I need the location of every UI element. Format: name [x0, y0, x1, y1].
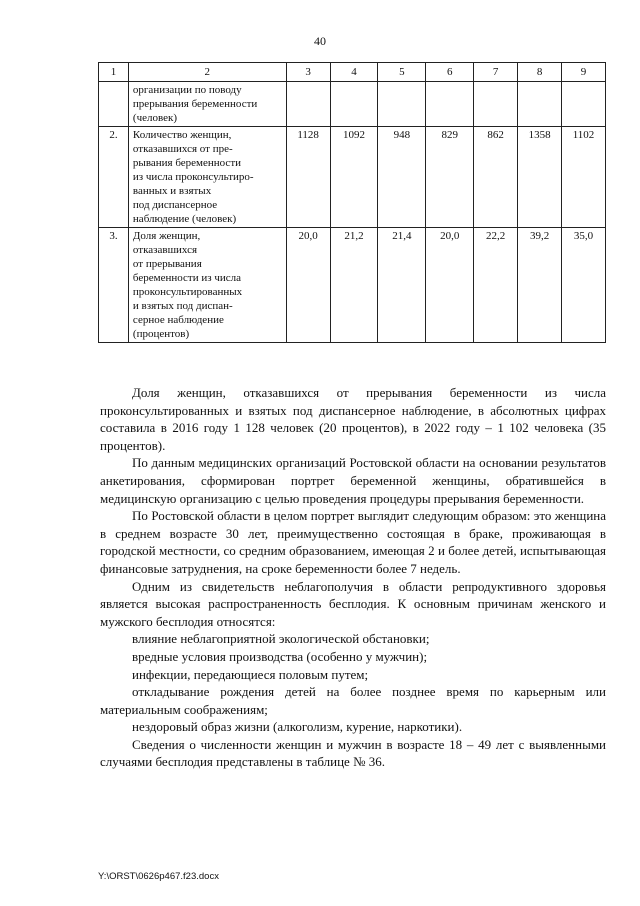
header-cell: 9	[562, 63, 606, 82]
paragraph: Сведения о численности женщин и мужчин в возрасте 18 – 49 лет с выявленными случаями бесплодия представлены в таблице № 36.	[100, 736, 606, 770]
list-item: влияние неблагоприятной экологической обстановки;	[132, 631, 430, 647]
row-description: Доля женщин, отказавшихся от прерывания беременности из числа проконсультированных и взятых под диспан- серное наблюдение (процентов)	[128, 228, 286, 343]
value-cell: 35,0	[562, 228, 606, 343]
row-number: 2.	[99, 127, 129, 228]
value-cell: 20,0	[426, 228, 474, 343]
header-cell: 3	[286, 63, 330, 82]
header-cell: 2	[128, 63, 286, 82]
value-cell	[426, 82, 474, 127]
header-cell: 1	[99, 63, 129, 82]
value-cell: 22,2	[474, 228, 518, 343]
statistics-table	[98, 62, 606, 343]
value-cell	[474, 82, 518, 127]
header-cell: 8	[518, 63, 562, 82]
value-cell: 20,0	[286, 228, 330, 343]
value-cell	[330, 82, 378, 127]
value-cell: 829	[426, 127, 474, 228]
table-row	[99, 127, 606, 228]
page-number: 40	[314, 34, 326, 48]
table-row	[99, 82, 606, 127]
header-cell: 7	[474, 63, 518, 82]
value-cell	[286, 82, 330, 127]
value-cell: 21,2	[330, 228, 378, 343]
paragraph: По Ростовской области в целом портрет выглядит следующим образом: это женщина в среднем возрасте 30 лет, преимущественно состоящая в браке, проживающая в городской местности, со средним образованием, имеющая 2 и более детей, испытывающая финансовые затруднения, на сроке беременности более 7 недель.	[100, 508, 606, 576]
value-cell: 1092	[330, 127, 378, 228]
paragraph: Одним из свидетельств неблагополучия в области репродуктивного здоровья является высокая распространенность бесплодия. К основным причинам женского и мужского бесплодия относятся:	[100, 578, 606, 629]
file-path-footer: Y:\ORST\0626p467.f23.docx	[98, 871, 219, 882]
list-item: откладывание рождения детей на более позднее время по карьерным или материальным соображениям;	[100, 684, 606, 717]
table-row	[99, 228, 606, 343]
header-cell: 4	[330, 63, 378, 82]
list-item: нездоровый образ жизни (алкоголизм, курение, наркотики).	[132, 719, 463, 735]
value-cell: 21,4	[378, 228, 426, 343]
row-description: Количество женщин, отказавшихся от пре- рывания беременности из числа проконсультиро- ванных и взятых под диспансерное наблюдение (человек)	[128, 127, 286, 228]
list-item: вредные условия производства (особенно у мужчин);	[132, 648, 428, 664]
value-cell: 39,2	[518, 228, 562, 343]
table-header-row	[99, 63, 606, 82]
header-cell: 6	[426, 63, 474, 82]
value-cell: 862	[474, 127, 518, 228]
value-cell	[518, 82, 562, 127]
value-cell: 948	[378, 127, 426, 228]
value-cell: 1128	[286, 127, 330, 228]
document-body	[100, 384, 606, 771]
value-cell	[562, 82, 606, 127]
row-number: 3.	[99, 228, 129, 343]
paragraph: Доля женщин, отказавшихся от прерывания беременности из числа проконсультированных и взятых под диспансерное наблюдение, в абсолютных цифрах составила в 2016 году 1 128 человек (20 процентов), в 2022 году – 1 102 человека (35 процентов).	[100, 385, 606, 453]
row-description: организации по поводу прерывания беременности (человек)	[128, 82, 286, 127]
header-cell: 5	[378, 63, 426, 82]
row-number	[99, 82, 129, 127]
list-item: инфекции, передающиеся половым путем;	[132, 666, 369, 682]
value-cell: 1358	[518, 127, 562, 228]
paragraph: По данным медицинских организаций Ростовской области на основании результатов анкетирования, сформирован портрет беременной женщины, обратившейся в медицинскую организацию с целью проведения процедуры прерывания беременности.	[100, 455, 606, 506]
value-cell: 1102	[562, 127, 606, 228]
value-cell	[378, 82, 426, 127]
